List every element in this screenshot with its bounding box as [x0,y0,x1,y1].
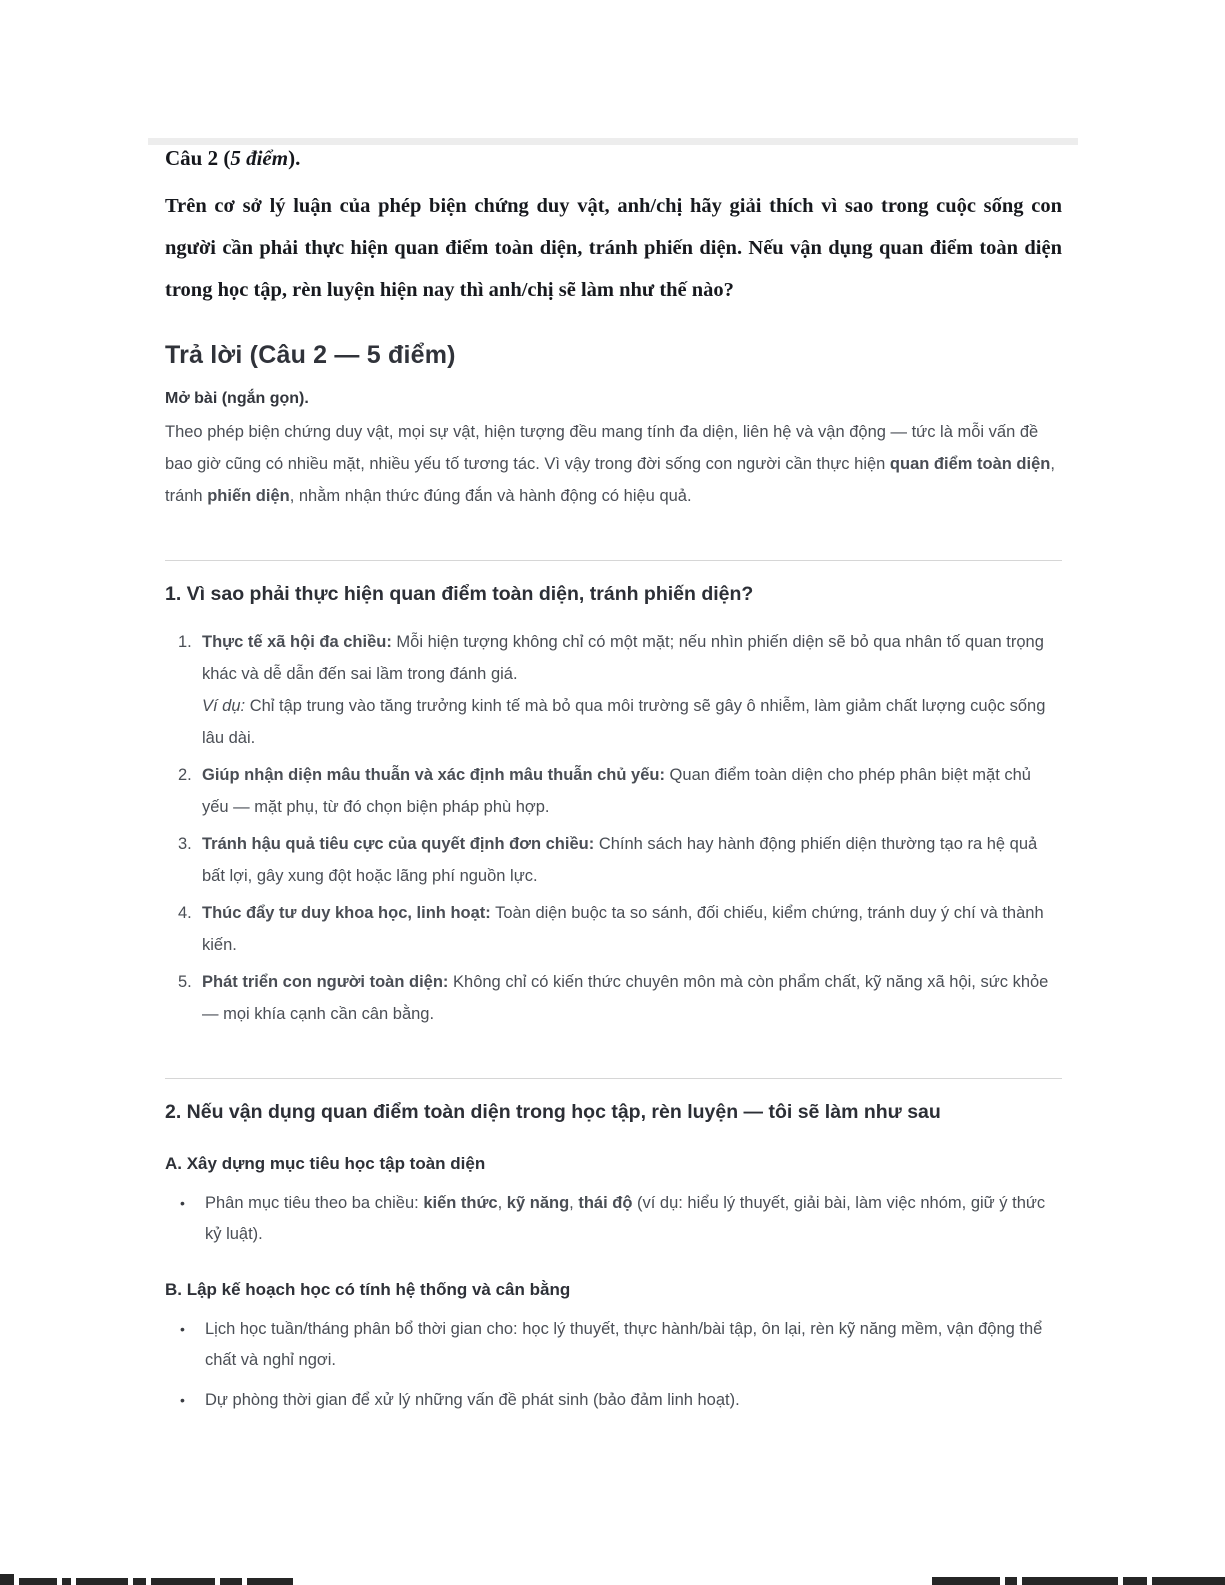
question-title: Câu 2 (5 điểm). [165,146,301,170]
answer-section [165,341,1062,1416]
list-item [165,966,1062,1030]
bullet-list-a [165,1188,1062,1250]
question-body: Trên cơ sở lý luận của phép biện chứng duy vật, anh/chị hãy giải thích vì sao trong cuộc sống con người cần phải thực hiện quan điểm toàn diện, tránh phiến diện. Nếu vận dụng quan điểm toàn diện trong học tập, rèn luyện hiện nay thì anh/chị sẽ làm như thế nào? [165,195,1062,302]
subsection-a-heading: A. Xây dựng mục tiêu học tập toàn diện [165,1154,486,1174]
list-item-number: 4. [178,904,192,923]
list-item [165,897,1062,961]
list-item-text: Thực tế xã hội đa chiều: Mỗi hiện tượng không chỉ có một mặt; nếu nhìn phiến diện sẽ bỏ qua nhân tố quan trọng khác và dễ dẫn đến sai lầm trong đánh giá. [202,633,1044,684]
bullet-item-text: Dự phòng thời gian để xử lý những vấn đề phát sinh (bảo đảm linh hoạt). [205,1391,740,1410]
bullet-item-text: Lịch học tuần/tháng phân bổ thời gian cho: học lý thuyết, thực hành/bài tập, ôn lại, rèn kỹ năng mềm, vận động thể chất và nghỉ ngơi. [205,1320,1043,1370]
bullet-icon: • [180,1195,185,1212]
section1-heading: 1. Vì sao phải thực hiện quan điểm toàn diện, tránh phiến diện? [165,583,754,606]
answer-title: Trả lời (Câu 2 — 5 điểm) [165,341,456,370]
bullet-icon: • [180,1392,185,1409]
divider [165,560,1062,561]
divider [165,1078,1062,1079]
list-item-number: 2. [178,766,192,785]
list-item [165,828,1062,892]
bullet-list-b [165,1314,1062,1416]
list-item-text: Phát triển con người toàn diện: Không chỉ có kiến thức chuyên môn mà còn phẩm chất, kỹ năng xã hội, sức khỏe — mọi khía cạnh cần cân bằng. [202,973,1049,1024]
intro-paragraph: Theo phép biện chứng duy vật, mọi sự vật, hiện tượng đều mang tính đa diện, liên hệ và vận động — tức là mỗi vấn đề bao giờ cũng có nhiều mặt, nhiều yếu tố tương tác. Vì vậy trong đời sống con người cần thực hiện quan điểm toàn diện, tránh phiến diện, nhằm nhận thức đúng đắn và hành động có hiệu quả. [165,423,1055,506]
list-item [165,759,1062,823]
list-item-number: 5. [178,973,192,992]
bullet-item [165,1188,1062,1250]
list-item-example: Ví dụ: Chỉ tập trung vào tăng trưởng kinh tế mà bỏ qua môi trường sẽ gây ô nhiễm, làm giảm chất lượng cuộc sống lâu dài. [202,697,1046,748]
list-item-text: Tránh hậu quả tiêu cực của quyết định đơn chiều: Chính sách hay hành động phiến diện thường tạo ra hệ quả bất lợi, gây xung đột hoặc lãng phí nguồn lực. [202,835,1038,886]
scan-artifact-right [932,1577,1225,1585]
page-content [165,130,1062,1425]
numbered-list [165,626,1062,1030]
subsection-b-heading: B. Lập kế hoạch học có tính hệ thống và cân bằng [165,1280,571,1300]
bullet-item-text: Phân mục tiêu theo ba chiều: kiến thức, kỹ năng, thái độ (ví dụ: hiểu lý thuyết, giải bài, làm việc nhóm, giữ ý thức kỷ luật). [205,1194,1046,1244]
scan-artifact-left [0,1574,293,1585]
list-item [165,626,1062,754]
list-item-number: 3. [178,835,192,854]
bullet-item [165,1314,1062,1376]
intro-heading: Mở bài (ngắn gọn). [165,390,309,408]
section2-heading: 2. Nếu vận dụng quan điểm toàn diện trong học tập, rèn luyện — tôi sẽ làm như sau [165,1101,941,1124]
bullet-icon: • [180,1321,185,1338]
question-section [165,146,1062,311]
list-item-text: Giúp nhận diện mâu thuẫn và xác định mâu thuẫn chủ yếu: Quan điểm toàn diện cho phép phân biệt mặt chủ yếu — mặt phụ, từ đó chọn biện pháp phù hợp. [202,766,1031,817]
list-item-number: 1. [178,633,192,652]
list-item-text: Thúc đẩy tư duy khoa học, linh hoạt: Toàn diện buộc ta so sánh, đối chiếu, kiểm chứng, tránh duy ý chí và thành kiến. [202,904,1044,955]
bullet-item [165,1385,1062,1416]
